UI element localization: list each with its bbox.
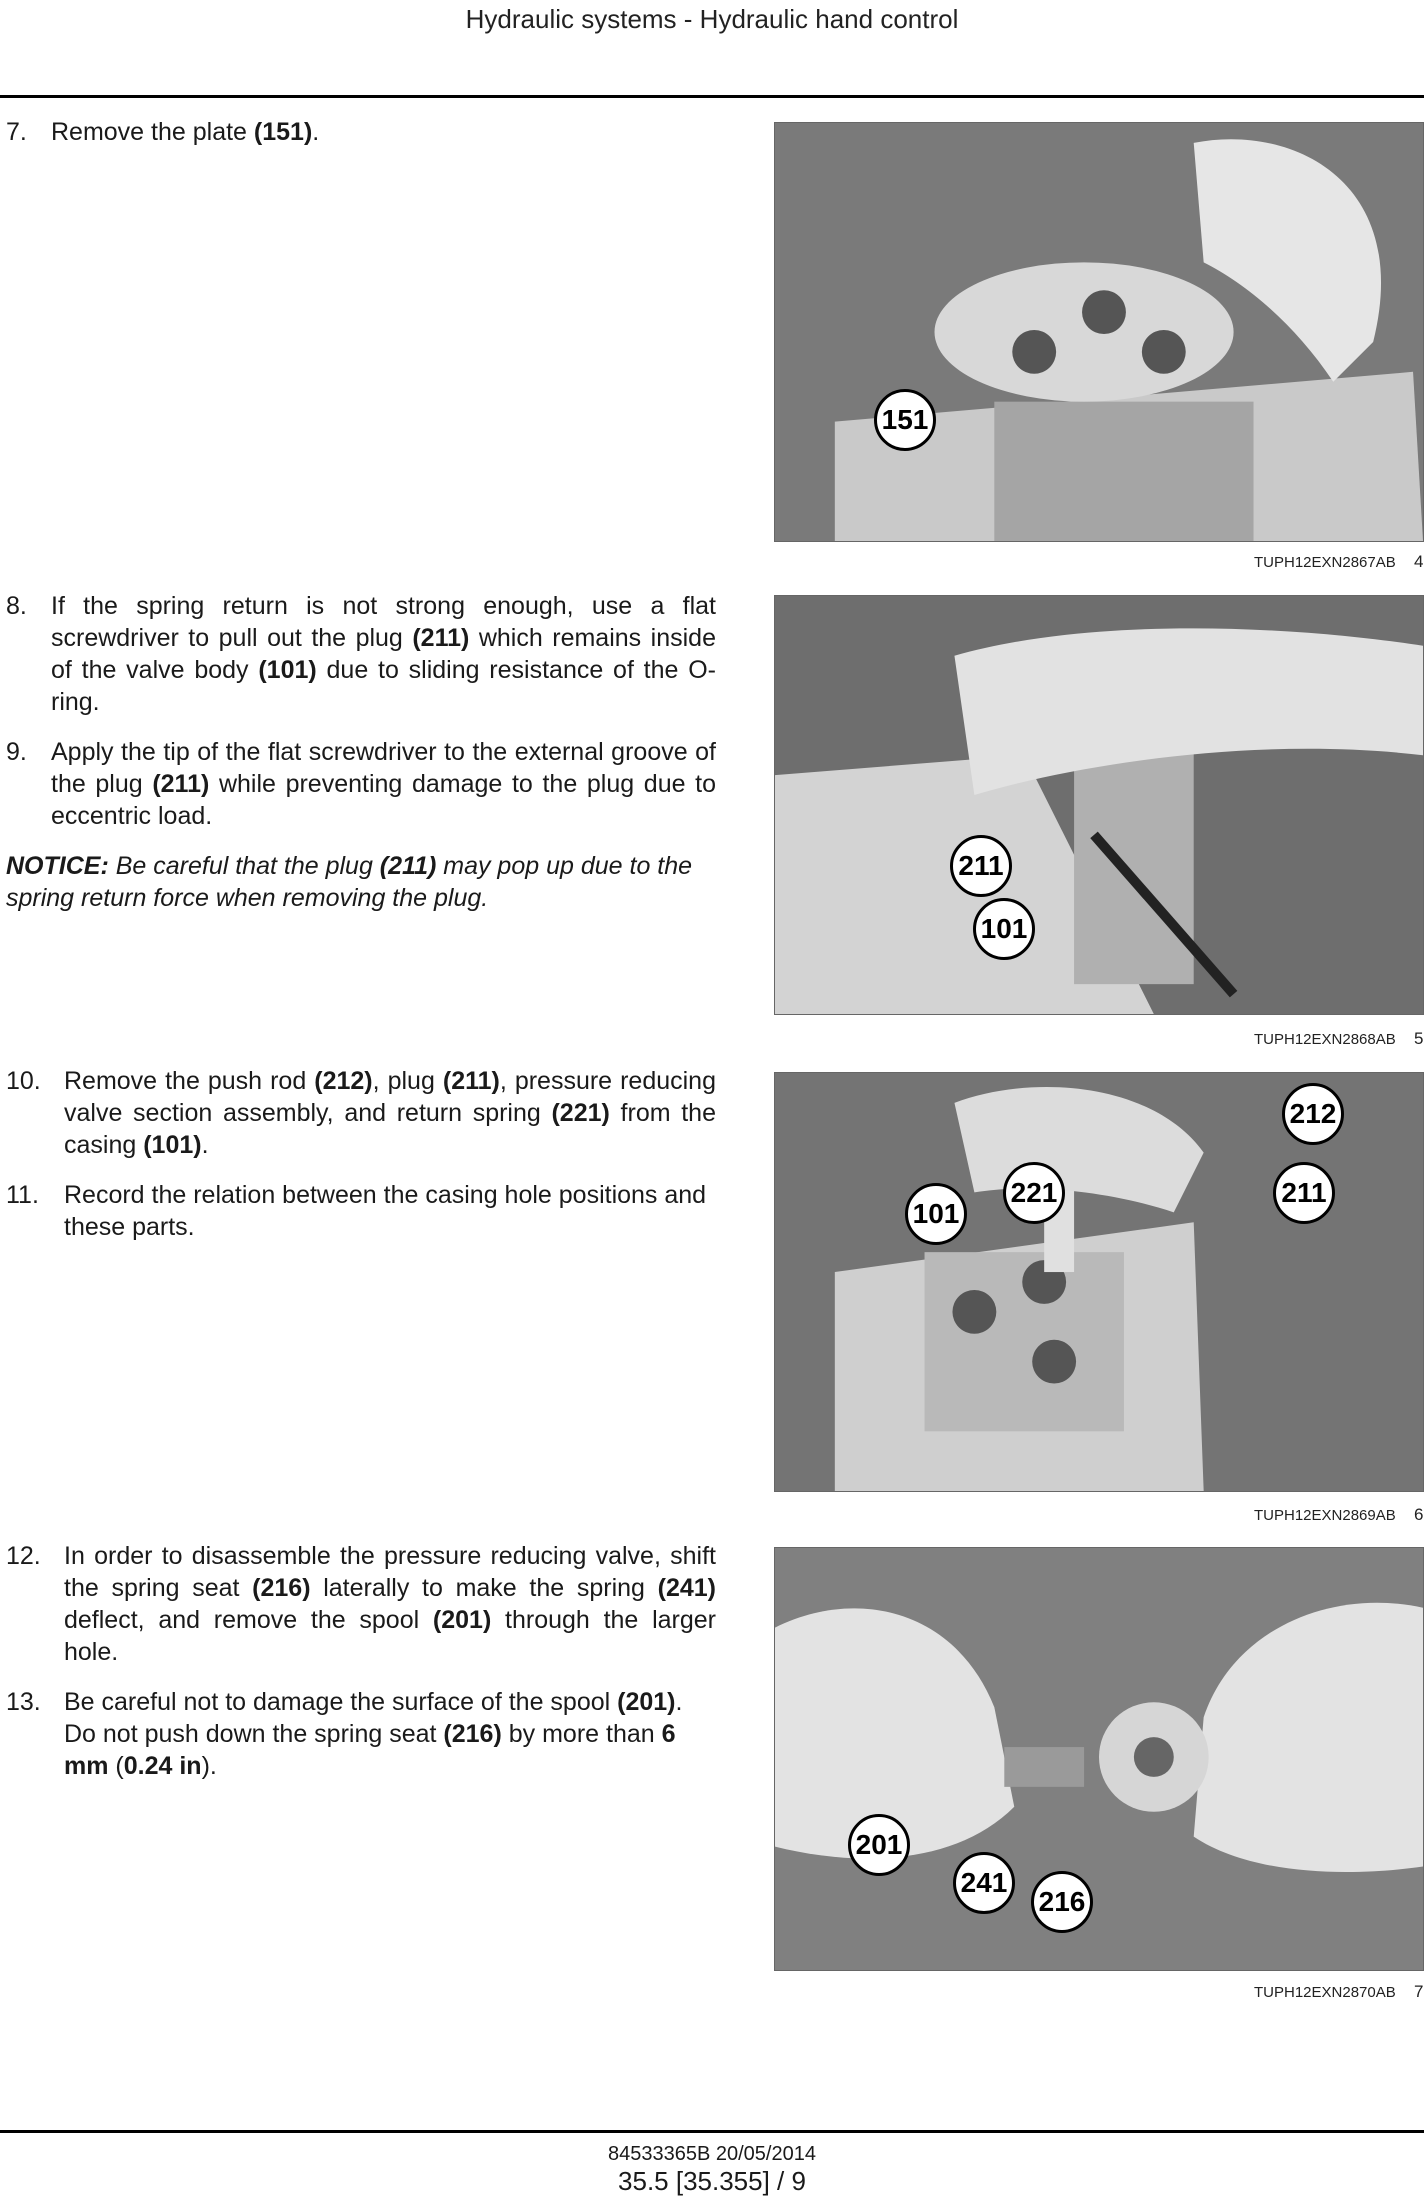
- figure-7-number: 7: [1414, 1982, 1424, 2001]
- step-12: [6, 1540, 716, 1668]
- figure-5-illustration: [775, 596, 1423, 1014]
- step-number: 7.: [6, 118, 27, 146]
- step-text: Remove the plate (151).: [51, 118, 320, 146]
- header-rule: [0, 95, 1424, 98]
- footer-document-number: 84533365B 20/05/2014: [608, 2143, 816, 2165]
- callout-201: 201: [848, 1814, 910, 1876]
- figure-5-photo: [774, 595, 1424, 1015]
- footer-page-number: 35.5 [35.355] / 9: [618, 2166, 806, 2196]
- step-8-9-block: [6, 590, 716, 914]
- callout-216: 216: [1031, 1871, 1093, 1933]
- step-text: Be careful not to damage the surface of the spool (201). Do not push down the spring seat (216) by more than 6 mm (0.24 in).: [64, 1688, 683, 1780]
- footer-rule: [0, 2130, 1424, 2133]
- step-text: Record the relation between the casing hole positions and these parts.: [64, 1181, 707, 1241]
- step-8: [6, 590, 716, 718]
- step-text: Apply the tip of the flat screwdriver to the external groove of the plug (211) while preventing damage to the plug due to eccentric load.: [51, 738, 716, 830]
- step-number: 11.: [6, 1181, 39, 1209]
- notice-label: NOTICE:: [6, 852, 109, 880]
- figure-4-illustration: [775, 123, 1423, 541]
- figure-7-photo: [774, 1547, 1424, 1971]
- figure-4-number: 4: [1414, 552, 1424, 571]
- callout-212: 212: [1282, 1083, 1344, 1145]
- callout-211: 211: [1273, 1162, 1335, 1224]
- step-number: 10.: [6, 1067, 41, 1095]
- figure-5-number: 5: [1414, 1029, 1424, 1048]
- step-12-13-block: [6, 1540, 716, 1800]
- step-text: If the spring return is not strong enough, use a flat screwdriver to pull out the plug (211) which remains inside of the valve body (101) due to sliding resistance of the O-ring.: [51, 592, 716, 716]
- step-text: In order to disassemble the pressure reducing valve, shift the spring seat (216) laterally to make the spring (241) deflect, and remove the spool (201) through the larger hole.: [64, 1542, 716, 1666]
- step-10: [6, 1065, 716, 1161]
- figure-5-code: TUPH12EXN2868AB: [1254, 1031, 1396, 1048]
- step-13: [6, 1686, 716, 1782]
- callout-221: 221: [1003, 1162, 1065, 1224]
- callout-101: 101: [973, 898, 1035, 960]
- step-10-11-block: [6, 1065, 716, 1261]
- step-11: [6, 1179, 716, 1243]
- callout-241: 241: [953, 1852, 1015, 1914]
- figure-6-code: TUPH12EXN2869AB: [1254, 1507, 1396, 1524]
- notice: NOTICE: Be careful that the plug (211) may pop up due to the spring return force when removing the plug.: [6, 852, 693, 912]
- callout-101: 101: [905, 1183, 967, 1245]
- figure-7-illustration: [775, 1548, 1423, 1970]
- step-number: 9.: [6, 738, 27, 766]
- figure-7-code: TUPH12EXN2870AB: [1254, 1984, 1396, 2001]
- step-7-block: [6, 116, 716, 166]
- figure-6-number: 6: [1414, 1505, 1424, 1524]
- figure-4-photo: [774, 122, 1424, 542]
- step-text: Remove the push rod (212), plug (211), pressure reducing valve section assembly, and return spring (221) from the casing (101).: [64, 1067, 716, 1159]
- step-9: [6, 736, 716, 832]
- step-number: 13.: [6, 1688, 41, 1716]
- step-7: [6, 116, 716, 148]
- callout-151: 151: [874, 389, 936, 451]
- step-number: 12.: [6, 1542, 41, 1570]
- callout-211: 211: [950, 835, 1012, 897]
- figure-4-code: TUPH12EXN2867AB: [1254, 554, 1396, 571]
- page-header-title: Hydraulic systems - Hydraulic hand control: [465, 4, 959, 34]
- step-number: 8.: [6, 592, 27, 620]
